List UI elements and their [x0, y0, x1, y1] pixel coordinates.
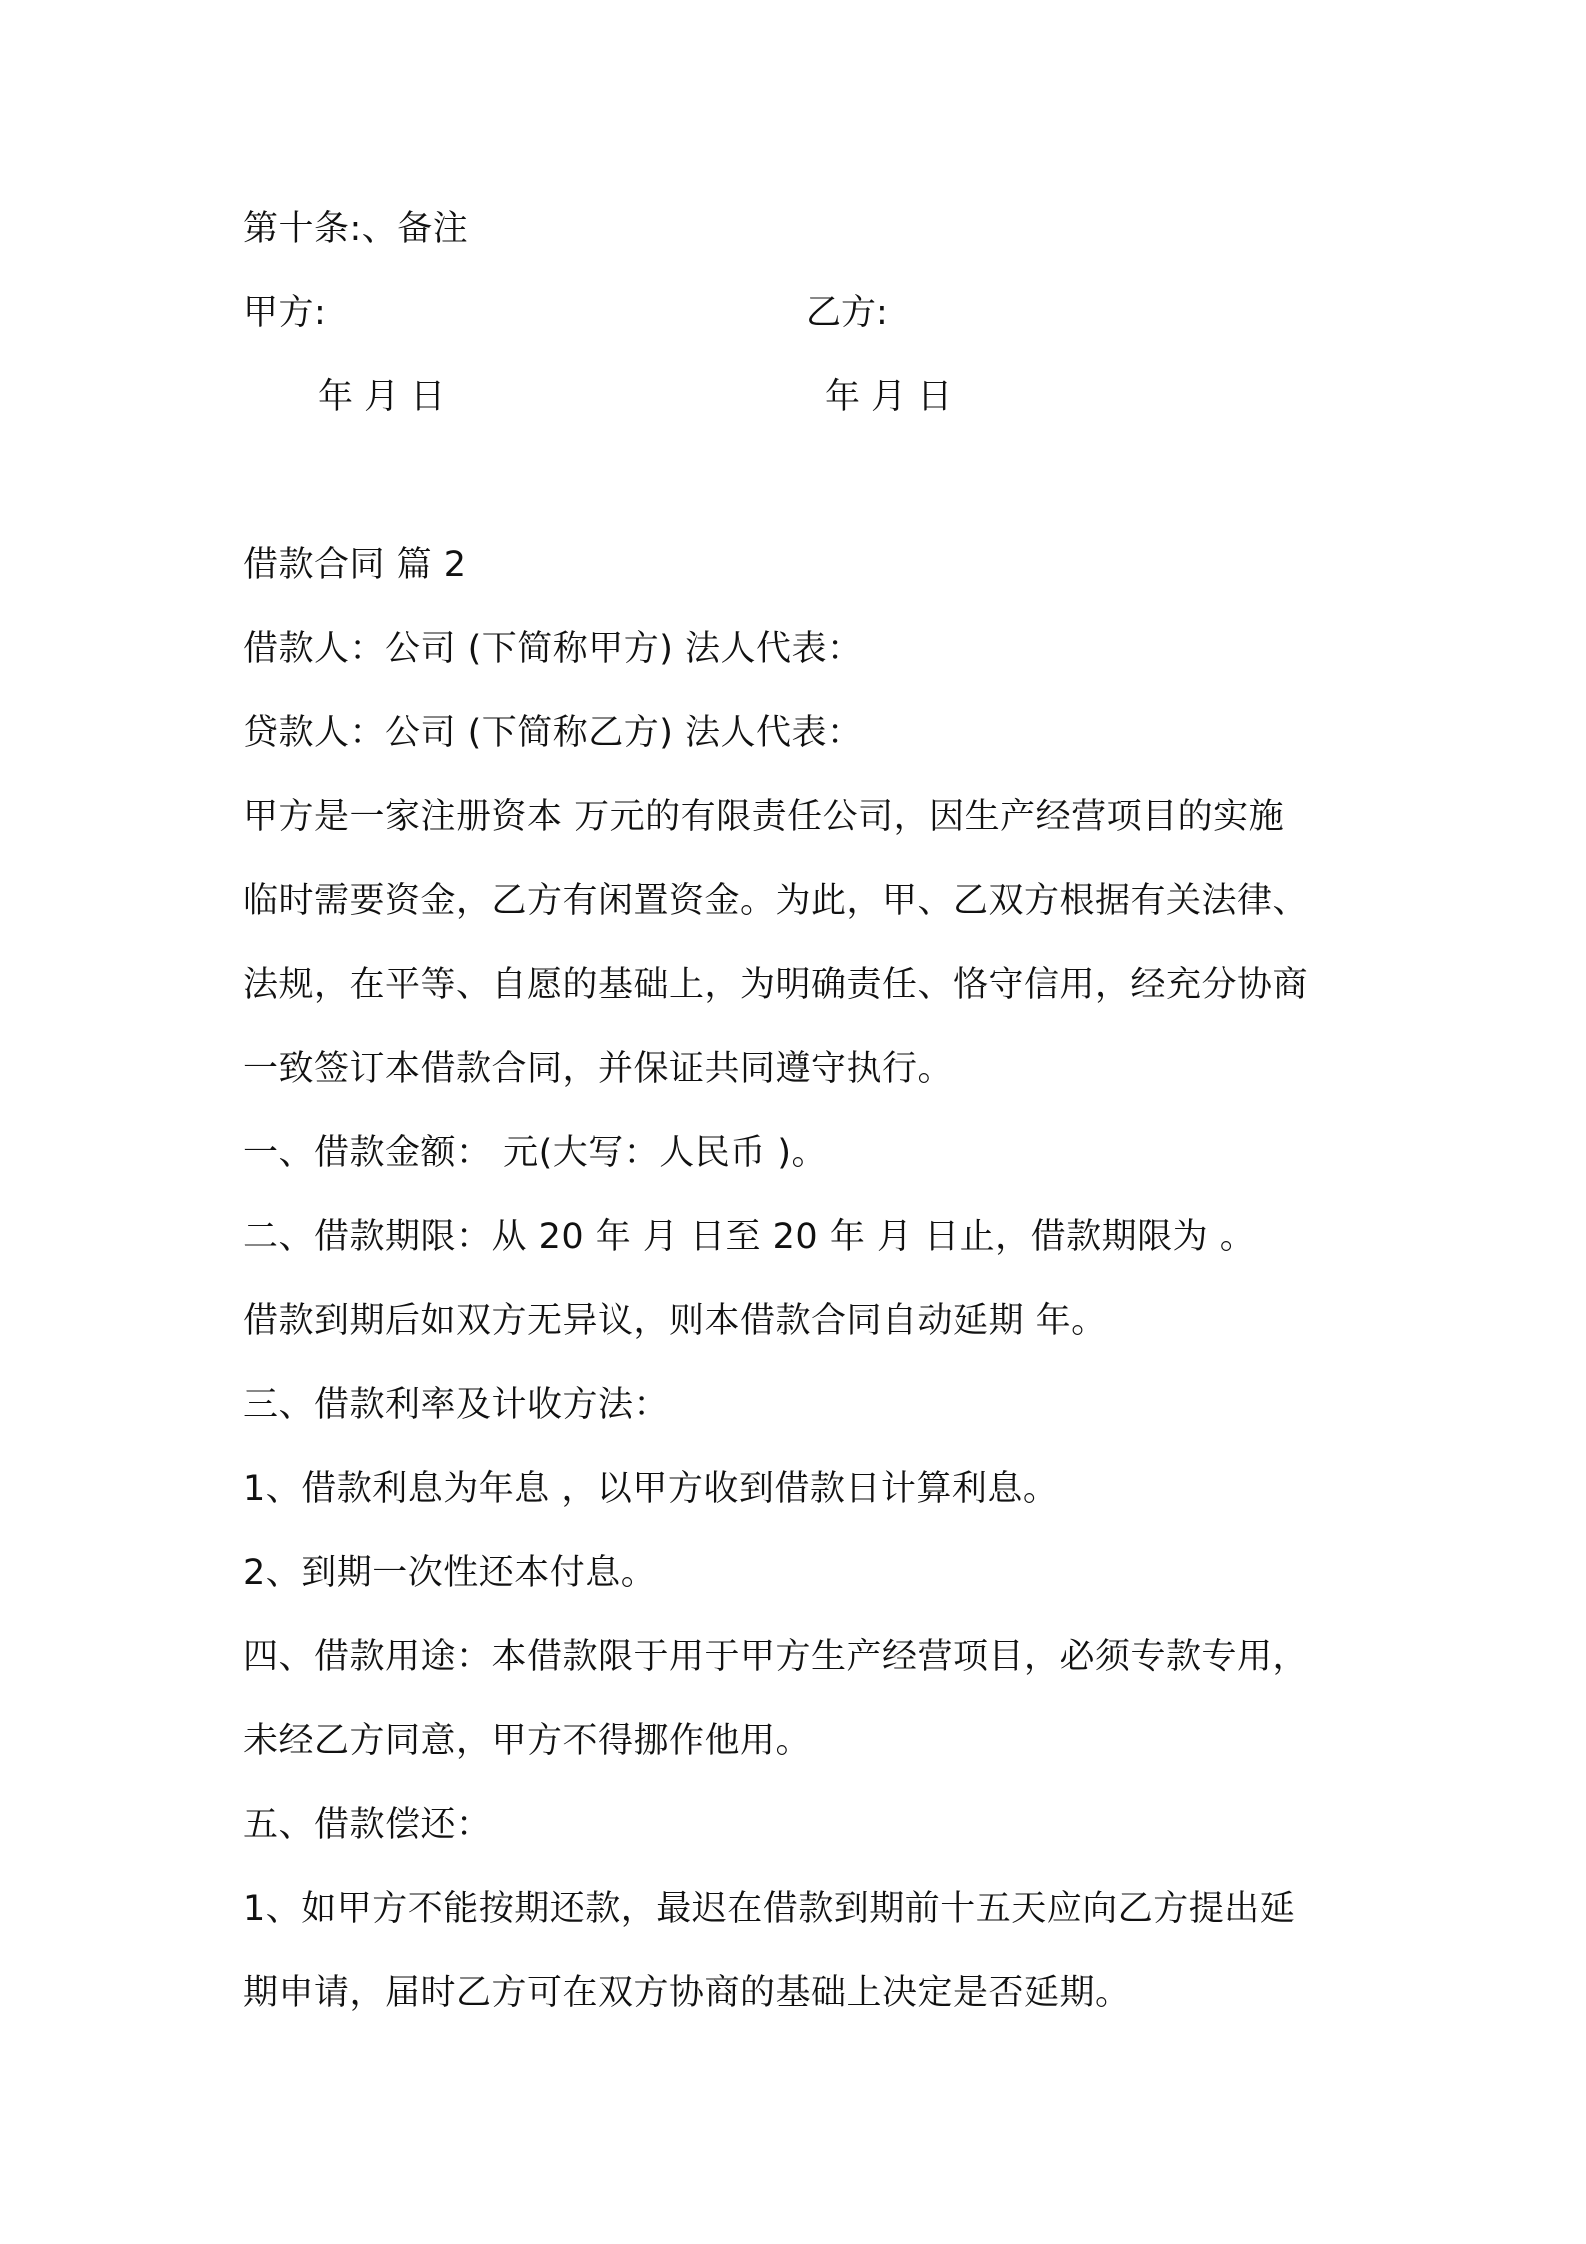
- clause-repayment-item-1-cont: 期申请，届时乙方可在双方协商的基础上决定是否延期。: [243, 1973, 1131, 2013]
- intro-line: 法规，在平等、自愿的基础上，为明确责任、恪守信用，经充分协商: [243, 965, 1309, 1005]
- party-b-date: 年 月 日: [825, 377, 953, 417]
- clause-interest-item-1: 1、借款利息为年息 ，以甲方收到借款日计算利息。: [243, 1469, 1059, 1509]
- contract-title: 借款合同 篇 2: [243, 545, 467, 585]
- clause-interest-item-2: 2、到期一次性还本付息。: [243, 1553, 657, 1593]
- borrower-line: 借款人：公司 (下简称甲方) 法人代表：: [243, 629, 863, 669]
- clause-repayment-heading: 五、借款偿还：: [243, 1805, 492, 1845]
- party-a-label: 甲方:: [243, 293, 327, 333]
- party-a-date: 年 月 日: [318, 377, 446, 417]
- intro-line: 甲方是一家注册资本 万元的有限责任公司，因生产经营项目的实施: [243, 797, 1285, 837]
- intro-line: 临时需要资金，乙方有闲置资金。为此，甲、乙双方根据有关法律、: [243, 881, 1309, 921]
- party-b-label: 乙方:: [806, 293, 888, 333]
- article-ten-heading: 第十条:、备注: [243, 209, 469, 249]
- intro-line: 一致签订本借款合同，并保证共同遵守执行。: [243, 1049, 954, 1089]
- clause-loan-purpose-cont: 未经乙方同意，甲方不得挪作他用。: [243, 1721, 812, 1761]
- clause-loan-term: 二、借款期限：从 20 年 月 日至 20 年 月 日止，借款期限为 。: [243, 1217, 1256, 1257]
- clause-interest-heading: 三、借款利率及计收方法：: [243, 1385, 670, 1425]
- clause-loan-purpose: 四、借款用途：本借款限于用于甲方生产经营项目，必须专款专用，: [243, 1637, 1309, 1677]
- clause-loan-term-cont: 借款到期后如双方无异议，则本借款合同自动延期 年。: [243, 1301, 1107, 1341]
- lender-line: 贷款人：公司 (下简称乙方) 法人代表：: [243, 713, 863, 753]
- clause-loan-amount: 一、借款金额： 元(大写：人民币 )。: [243, 1133, 828, 1173]
- clause-repayment-item-1: 1、如甲方不能按期还款，最迟在借款到期前十五天应向乙方提出延: [243, 1889, 1296, 1929]
